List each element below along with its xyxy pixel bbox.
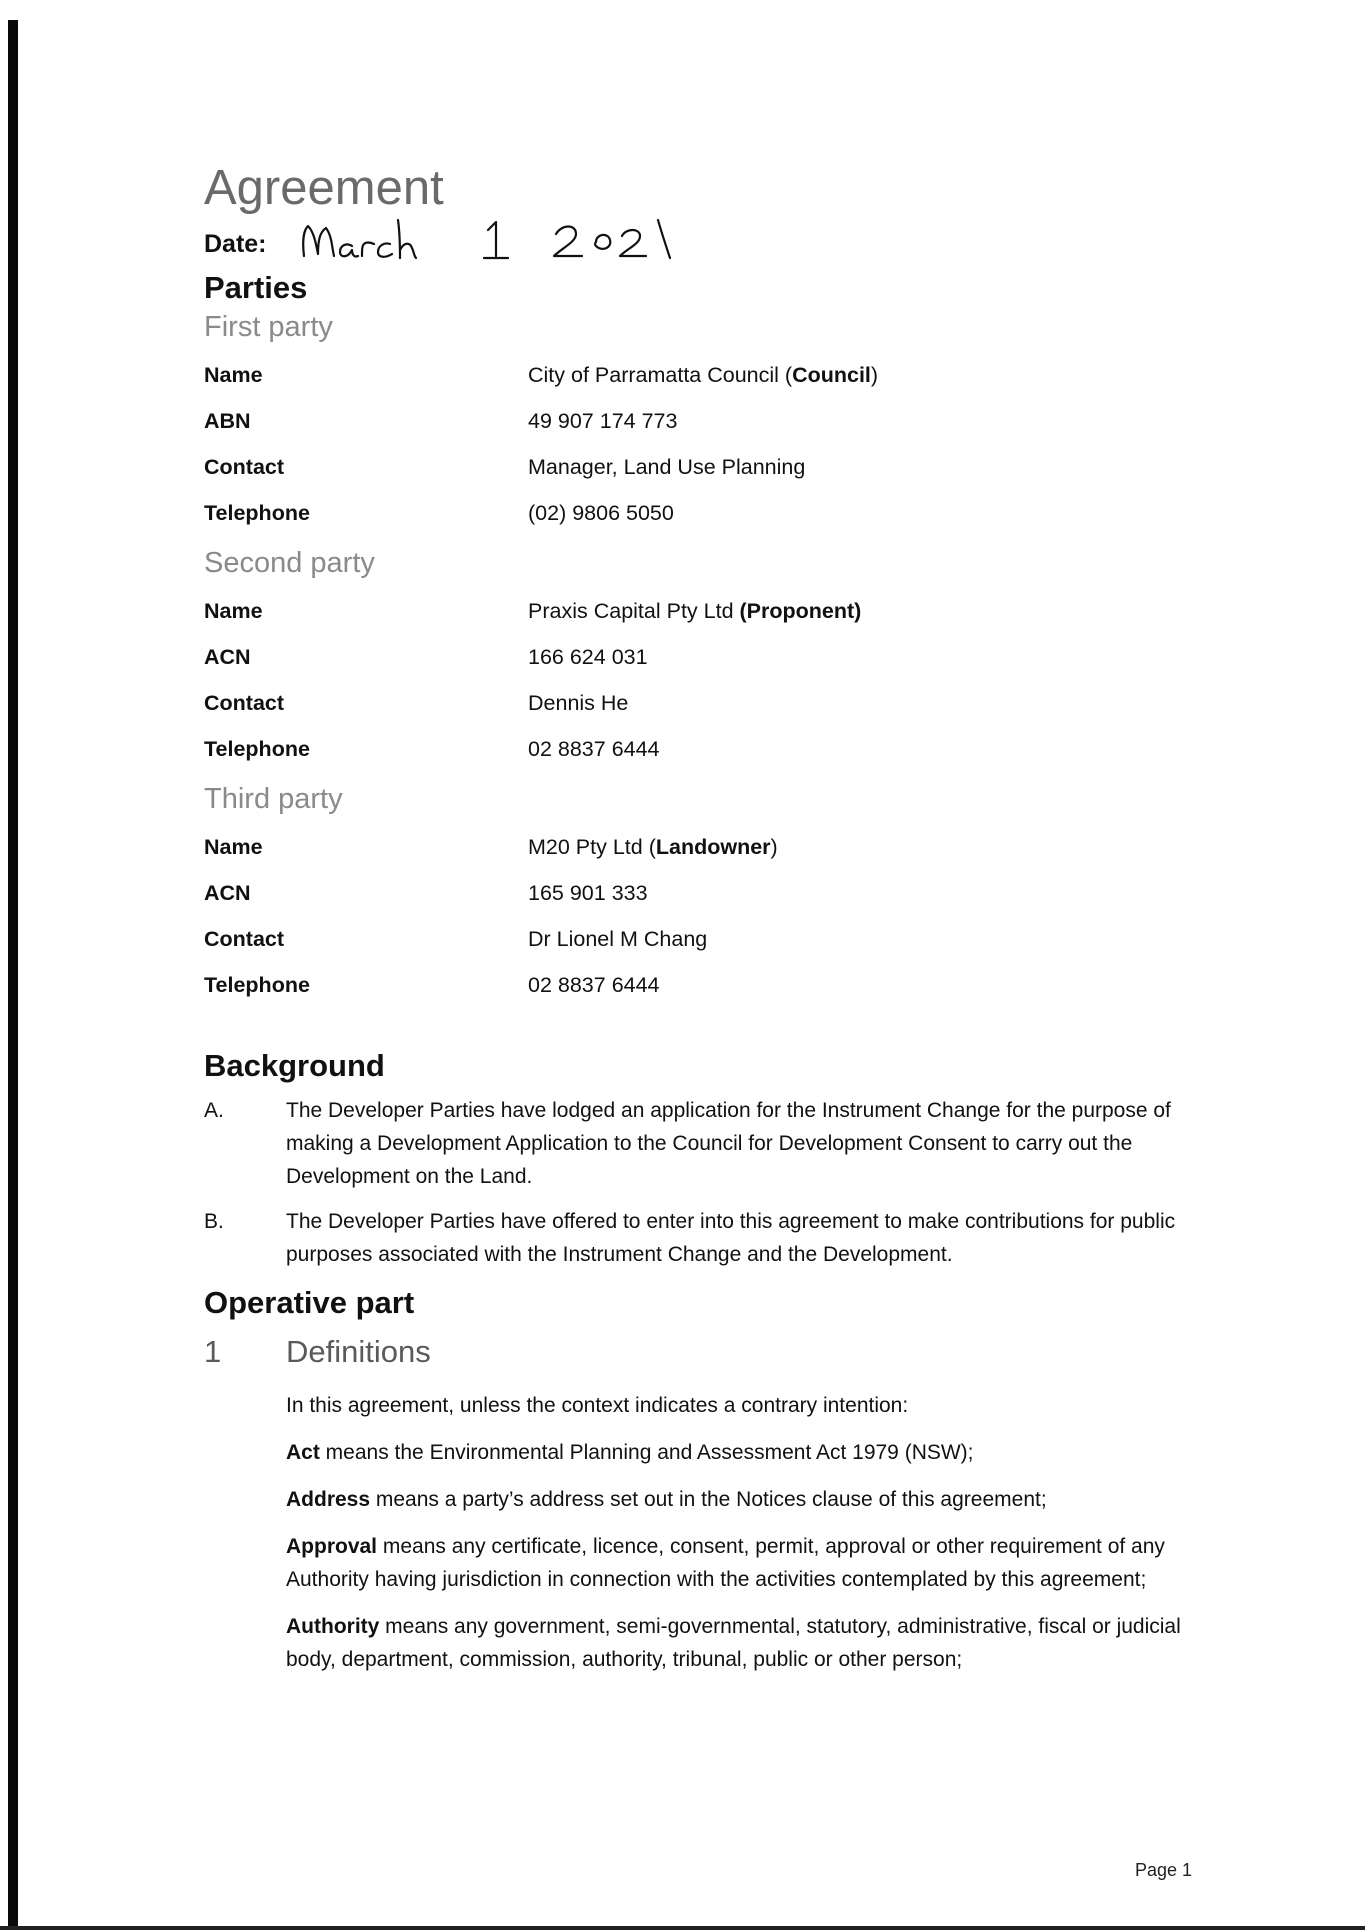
scan-edge-left: [8, 20, 18, 1930]
party-row: [204, 916, 1204, 962]
definitions-list: [286, 1389, 1206, 1676]
background-heading: Background: [204, 1048, 385, 1083]
party-field-label: Telephone: [204, 500, 310, 525]
party-field-label: Name: [204, 598, 263, 623]
party-row: [204, 490, 1204, 536]
party-field-value: 02 8837 6444: [528, 736, 660, 761]
document-title: Agreement: [204, 161, 444, 215]
party-field-label: Contact: [204, 454, 285, 479]
background-item: [204, 1205, 1204, 1271]
party-row: [204, 824, 1204, 870]
definition-term: Approval: [286, 1535, 378, 1558]
party-field-value: 165 901 333: [528, 880, 648, 905]
party-field-value: Dennis He: [528, 690, 629, 715]
party-field-label: Telephone: [204, 972, 310, 997]
background-list: [204, 1094, 1204, 1271]
background-item-text: The Developer Parties have lodged an application for the Instrument Change for the purpose of making a Development Application to the Council for Development Consent to carry out the Development on the Land.: [286, 1099, 1171, 1188]
definition-item: [286, 1436, 1206, 1469]
party-field-value: 166 624 031: [528, 644, 648, 669]
party-field-value: M20 Pty Ltd (Landowner): [528, 834, 778, 859]
party-field-label: Contact: [204, 690, 285, 715]
definition-item: [286, 1610, 1206, 1676]
background-item: [204, 1094, 1204, 1193]
party-row: [204, 870, 1204, 916]
party-row: [204, 962, 1204, 1008]
parties-heading: Parties: [204, 270, 308, 305]
party-field-value: Praxis Capital Pty Ltd (Proponent): [528, 598, 862, 623]
date-row: [204, 218, 1204, 268]
definition-item: [286, 1483, 1206, 1516]
party-field-label: ACN: [204, 880, 251, 905]
definition-text: means the Environmental Planning and Assessment Act 1979 (NSW);: [319, 1441, 974, 1464]
party-row: [204, 680, 1204, 726]
operative-heading: Operative part: [204, 1285, 415, 1320]
third-party-table: [204, 824, 1204, 1008]
definition-term: Address: [286, 1488, 371, 1511]
party-field-label: ACN: [204, 644, 251, 669]
party-field-value: Dr Lionel M Chang: [528, 926, 708, 951]
party-field-value: City of Parramatta Council (Council): [528, 362, 879, 387]
second-party-table: [204, 588, 1204, 772]
party-field-label: Name: [204, 362, 263, 387]
party-field-value: (02) 9806 5050: [528, 500, 674, 525]
party-field-value: 49 907 174 773: [528, 408, 678, 433]
party-field-label: Contact: [204, 926, 285, 951]
party-field-label: Name: [204, 834, 263, 859]
party-field-label: ABN: [204, 408, 251, 433]
first-party-heading: First party: [204, 311, 333, 343]
party-row: [204, 398, 1204, 444]
definition-text: means a party’s address set out in the Notices clause of this agreement;: [370, 1488, 1047, 1511]
party-row: [204, 444, 1204, 490]
definitions-intro: In this agreement, unless the context indicates a contrary intention:: [286, 1394, 909, 1417]
definition-term: Authority: [286, 1615, 380, 1638]
document-page: [204, 160, 1204, 1676]
definitions-heading: [204, 1329, 1204, 1375]
page-number: Page 1: [1135, 1860, 1193, 1880]
party-row: [204, 352, 1204, 398]
first-party-table: [204, 352, 1204, 536]
handwritten-date-value: [204, 218, 205, 219]
definition-text: means any certificate, licence, consent, permit, approval or other requirement of any Authority having jurisdiction in connection with the activities contemplated by this agreement;: [286, 1535, 1165, 1591]
background-item-letter: B.: [204, 1210, 224, 1233]
definition-item: [286, 1530, 1206, 1596]
scan-edge-bottom: [0, 1926, 1365, 1930]
background-item-letter: A.: [204, 1099, 224, 1122]
party-row: [204, 588, 1204, 634]
section-title: Definitions: [286, 1334, 431, 1369]
section-number: 1: [204, 1334, 222, 1369]
party-field-label: Telephone: [204, 736, 310, 761]
party-row: [204, 726, 1204, 772]
party-field-value: Manager, Land Use Planning: [528, 454, 806, 479]
handwritten-date: [296, 210, 716, 270]
definition-term: Act: [286, 1441, 320, 1464]
third-party-heading: Third party: [204, 783, 343, 815]
background-item-text: The Developer Parties have offered to enter into this agreement to make contributions for public purposes associated with the Instrument Change and the Development.: [286, 1210, 1176, 1266]
second-party-heading: Second party: [204, 547, 375, 579]
party-field-value: 02 8837 6444: [528, 972, 660, 997]
party-row: [204, 634, 1204, 680]
definition-text: means any government, semi-governmental, statutory, administrative, fiscal or judicial body, department, commission, authority, tribunal, public or other person;: [286, 1615, 1181, 1671]
date-label: Date:: [204, 230, 267, 258]
